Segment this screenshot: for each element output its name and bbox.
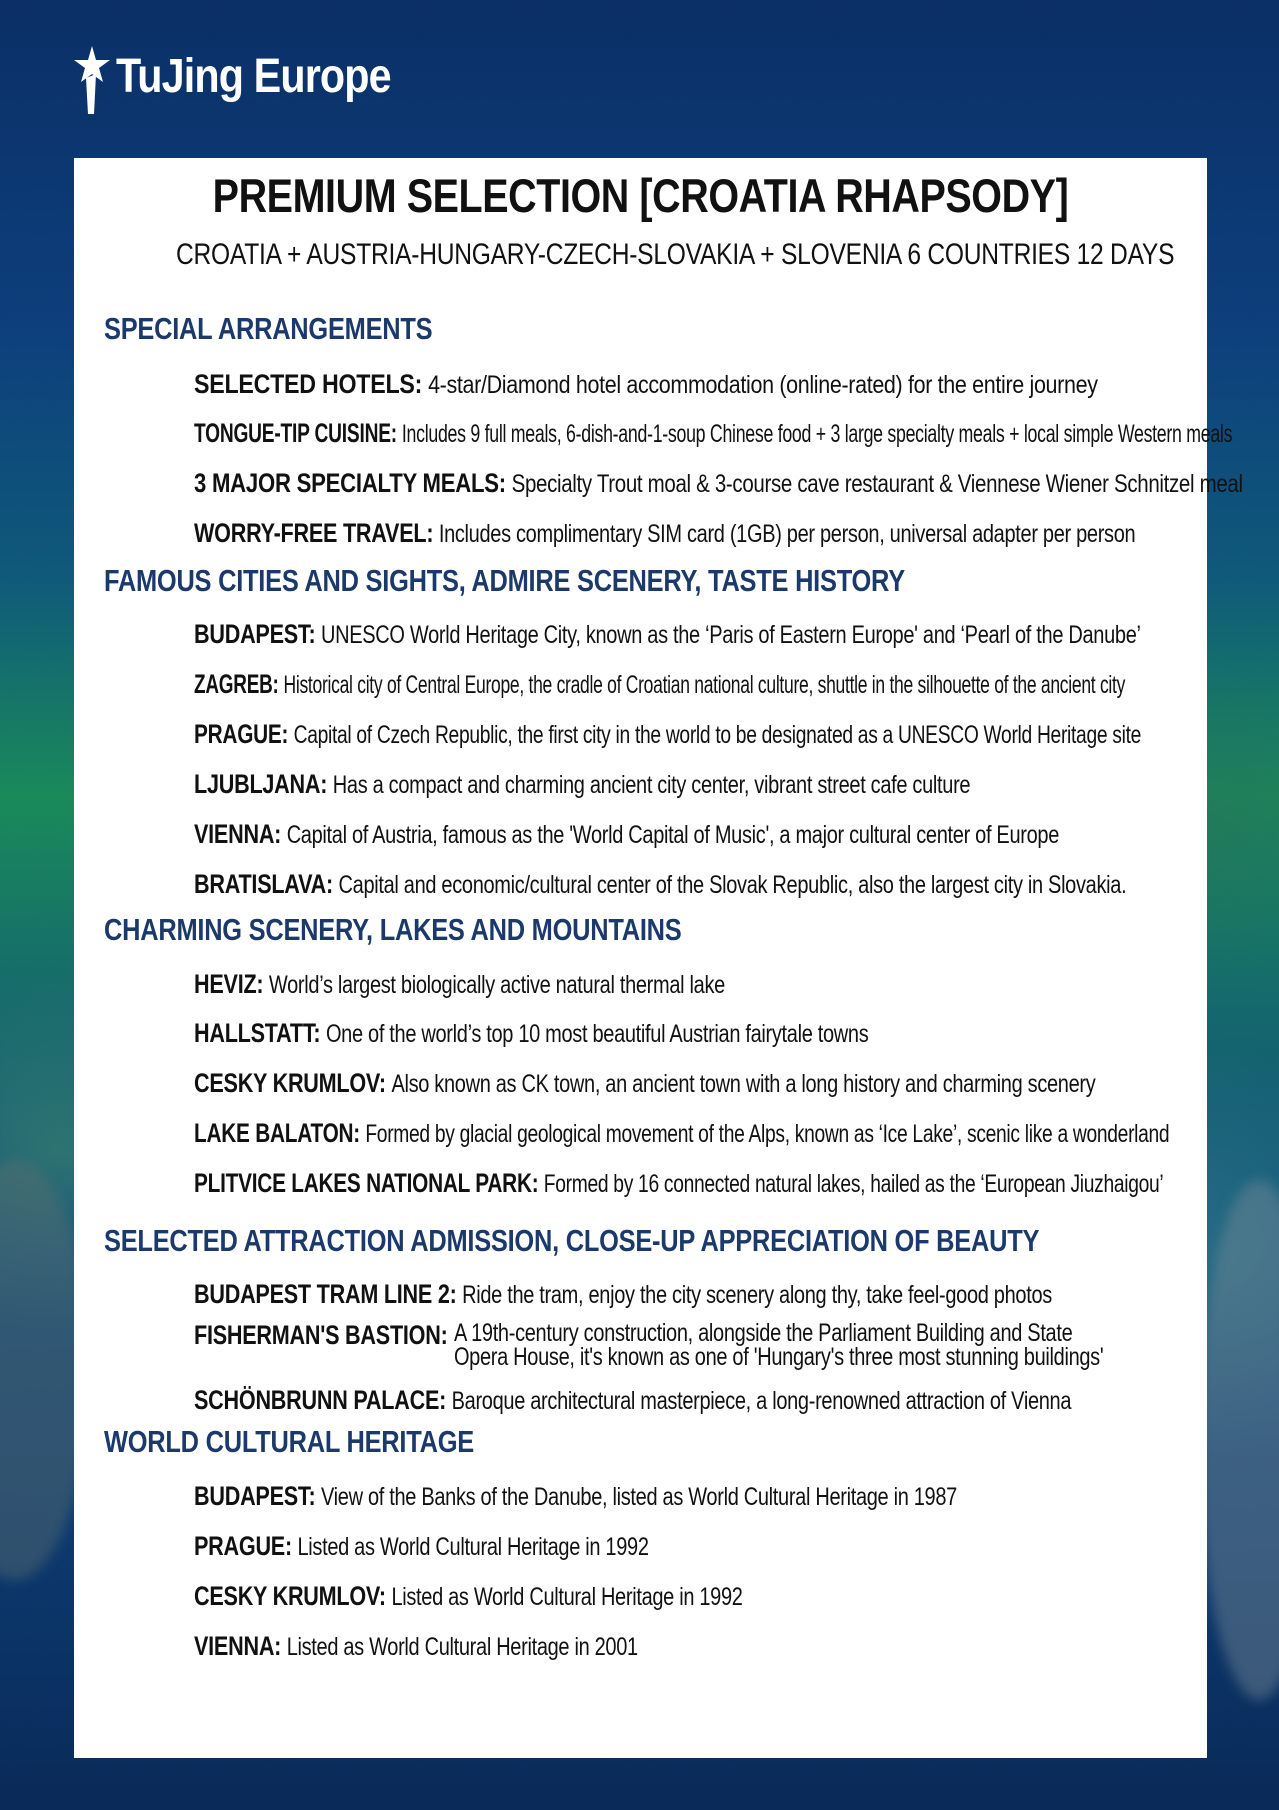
item-desc: Historical city of Central Europe, the cradle of Croatian national culture, shuttle in the silhouette of the ancient city bbox=[283, 671, 1126, 699]
list-item bbox=[194, 1632, 638, 1661]
page-subtitle: CROATIA + AUSTRIA-HUNGARY-CZECH-SLOVAKIA + SLOVENIA 6 COUNTRIES 12 DAYS bbox=[175, 238, 1175, 271]
list-item bbox=[194, 1280, 1052, 1309]
section-heading-world-cultural-heritage: WORLD CULTURAL HERITAGE bbox=[104, 1424, 474, 1459]
item-desc: Formed by glacial geological movement of the Alps, known as ‘Ice Lake’, scenic like a wonderland bbox=[365, 1120, 1170, 1148]
list-item bbox=[194, 419, 1232, 448]
list-item bbox=[194, 1119, 1169, 1148]
list-item bbox=[194, 670, 1125, 699]
list-item bbox=[194, 1169, 1163, 1198]
list-item bbox=[194, 870, 1126, 899]
item-label: HEVIZ: bbox=[194, 969, 264, 999]
brand-name: TuJing Europe bbox=[116, 50, 391, 103]
item-label: FISHERMAN'S BASTION: bbox=[194, 1320, 448, 1350]
item-label: 3 MAJOR SPECIALTY MEALS: bbox=[194, 468, 506, 498]
item-desc: Capital of Austria, famous as the 'World Capital of Music', a major cultural center of Europe bbox=[286, 821, 1060, 849]
item-desc: View of the Banks of the Danube, listed as World Cultural Heritage in 1987 bbox=[321, 1483, 957, 1511]
list-item bbox=[194, 1019, 868, 1048]
list-item bbox=[194, 970, 725, 999]
item-desc: Ride the tram, enjoy the city scenery along thy, take feel-good photos bbox=[462, 1281, 1052, 1309]
item-desc: Specialty Trout moal & 3-course cave restaurant & Viennese Wiener Schnitzel meal bbox=[511, 470, 1243, 498]
list-item bbox=[194, 1069, 1095, 1098]
item-desc: Listed as World Cultural Heritage in 1992 bbox=[297, 1533, 649, 1561]
item-desc: UNESCO World Heritage City, known as the ‘Paris of Eastern Europe' and ‘Pearl of the Danube’ bbox=[321, 621, 1141, 649]
list-item bbox=[194, 820, 1059, 849]
brand-logo bbox=[72, 44, 435, 116]
section-heading-special-arrangements: SPECIAL ARRANGEMENTS bbox=[104, 311, 433, 346]
item-desc: Baroque architectural masterpiece, a long-renowned attraction of Vienna bbox=[451, 1387, 1072, 1415]
item-label: ZAGREB: bbox=[194, 669, 279, 699]
item-desc: Also known as CK town, an ancient town with a long history and charming scenery bbox=[391, 1070, 1096, 1098]
list-item bbox=[194, 1532, 649, 1561]
item-label: CESKY KRUMLOV: bbox=[194, 1068, 386, 1098]
itinerary-panel bbox=[74, 158, 1243, 1758]
item-desc: Capital and economic/cultural center of the Slovak Republic, also the largest city in Slovakia. bbox=[338, 871, 1127, 899]
item-label: LJUBLJANA: bbox=[194, 769, 328, 799]
section-heading-famous-cities: FAMOUS CITIES AND SIGHTS, ADMIRE SCENERY, TASTE HISTORY bbox=[104, 563, 905, 598]
item-label: VIENNA: bbox=[194, 819, 282, 849]
item-desc: Includes 9 full meals, 6-dish-and-1-soup Chinese food + 3 large specialty meals + local simple Western meals bbox=[401, 420, 1233, 448]
list-item bbox=[194, 1321, 1126, 1369]
item-label: PRAGUE: bbox=[194, 1531, 292, 1561]
list-item bbox=[194, 720, 1141, 749]
section-heading-selected-attraction: SELECTED ATTRACTION ADMISSION, CLOSE-UP APPRECIATION OF BEAUTY bbox=[104, 1223, 1040, 1258]
list-item bbox=[194, 370, 1098, 399]
item-label: TONGUE-TIP CUISINE: bbox=[194, 418, 397, 448]
list-item bbox=[194, 620, 1141, 649]
star-arrow-logo-icon bbox=[72, 44, 118, 116]
item-desc: One of the world’s top 10 most beautiful Austrian fairytale towns bbox=[325, 1020, 869, 1048]
page-title: PREMIUM SELECTION [CROATIA RHAPSODY] bbox=[212, 169, 1069, 222]
item-desc: Listed as World Cultural Heritage in 2001 bbox=[286, 1633, 638, 1661]
item-desc: A 19th-century construction, alongside the Parliament Building and State Opera House, it's known as one of 'Hungary's three most stunning buildings' bbox=[453, 1319, 1104, 1371]
list-item bbox=[194, 1386, 1071, 1415]
item-label: BUDAPEST: bbox=[194, 1481, 316, 1511]
item-label: CESKY KRUMLOV: bbox=[194, 1581, 386, 1611]
list-item bbox=[194, 770, 970, 799]
item-label: BUDAPEST TRAM LINE 2: bbox=[194, 1279, 457, 1309]
list-item bbox=[194, 1582, 743, 1611]
right-coast-background bbox=[1199, 1180, 1279, 1700]
item-label: SCHÖNBRUNN PALACE: bbox=[194, 1385, 447, 1415]
item-label: SELECTED HOTELS: bbox=[194, 369, 423, 399]
section-heading-charming-scenery: CHARMING SCENERY, LAKES AND MOUNTAINS bbox=[104, 912, 682, 947]
item-desc: Has a compact and charming ancient city center, vibrant street cafe culture bbox=[332, 771, 971, 799]
list-item bbox=[194, 519, 1135, 548]
item-label: WORRY-FREE TRAVEL: bbox=[194, 518, 434, 548]
item-desc: Includes complimentary SIM card (1GB) per person, universal adapter per person bbox=[438, 520, 1136, 548]
item-desc: 4-star/Diamond hotel accommodation (online-rated) for the entire journey bbox=[428, 371, 1098, 399]
item-desc: Formed by 16 connected natural lakes, hailed as the ‘European Jiuzhaigou’ bbox=[543, 1170, 1164, 1198]
item-label: LAKE BALATON: bbox=[194, 1118, 361, 1148]
item-label: BUDAPEST: bbox=[194, 619, 316, 649]
item-label: HALLSTATT: bbox=[194, 1018, 321, 1048]
list-item bbox=[194, 1482, 957, 1511]
item-desc: Capital of Czech Republic, the first city in the world to be designated as a UNESCO World Heritage site bbox=[293, 721, 1142, 749]
list-item bbox=[194, 469, 1243, 498]
item-label: PRAGUE: bbox=[194, 719, 289, 749]
item-label: PLITVICE LAKES NATIONAL PARK: bbox=[194, 1168, 539, 1198]
item-desc: World’s largest biologically active natural thermal lake bbox=[268, 971, 725, 999]
item-label: VIENNA: bbox=[194, 1631, 282, 1661]
item-label: BRATISLAVA: bbox=[194, 869, 333, 899]
item-desc: Listed as World Cultural Heritage in 1992 bbox=[391, 1583, 743, 1611]
